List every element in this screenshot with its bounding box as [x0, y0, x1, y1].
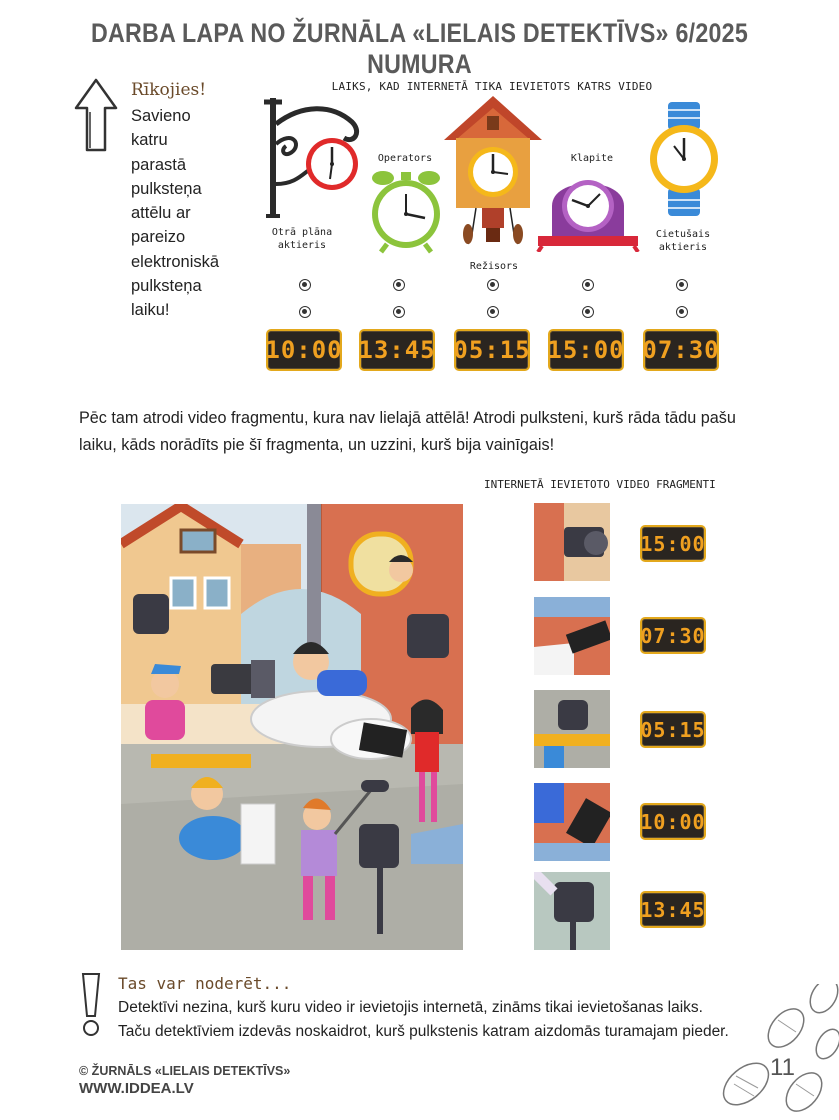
label-second-actor: Otrā plāna aktieris — [271, 227, 333, 251]
label-operator: Operators — [377, 153, 433, 164]
radio-digital-1[interactable] — [299, 306, 311, 318]
cuckoo-clock-icon — [442, 94, 544, 254]
arrow-up-icon — [74, 78, 118, 152]
radio-digital-4[interactable] — [582, 306, 594, 318]
label-director: Režisors — [469, 261, 519, 272]
radio-digital-5[interactable] — [676, 306, 688, 318]
radio-clock-1[interactable] — [299, 279, 311, 291]
tip-text: Detektīvi nezina, kurš kuru video ir ievietojis internetā, zināms tikai ievietošanas laiks. Taču detektīviem izdevās noskaidrot, kurš pulkstenis katram aizdomās turamajam pieder. — [118, 999, 729, 1040]
mantel-clock-icon — [534, 166, 642, 252]
fragment-thumbnail-5[interactable] — [534, 872, 610, 950]
wall-lamp-clock-icon — [262, 94, 370, 224]
radio-clock-4[interactable] — [582, 279, 594, 291]
radio-digital-2[interactable] — [393, 306, 405, 318]
action-line: attēlu ar — [131, 204, 191, 223]
action-line: elektroniskā — [131, 252, 220, 271]
page-title: DARBA LAPA NO ŽURNĀLA «LIELAIS DETEKTĪVS» 6/2025 NUMURA — [90, 18, 749, 79]
digital-clock: 10:00 — [266, 329, 342, 371]
instructions-paragraph: Pēc tam atrodi video fragmentu, kura nav lielajā attēlā! Atrodi pulksteni, kurš rāda tādu pašu laiku, kāds norādīts pie šī fragmenta, un uzzini, kurš bija vainīgais! — [79, 409, 736, 454]
fragment-time: 05:15 — [640, 711, 706, 748]
wristwatch-icon — [648, 100, 720, 218]
action-line: pulksteņa — [131, 277, 202, 296]
label-stuntman: Cietušais aktieris — [655, 229, 711, 253]
action-line: Savieno — [131, 107, 191, 125]
action-line: pulksteņa — [131, 179, 202, 198]
radio-clock-2[interactable] — [393, 279, 405, 291]
copyright: © ŽURNĀLS «LIELAIS DETEKTĪVS» — [79, 1064, 291, 1078]
action-line: parastā — [131, 155, 187, 174]
fragments-heading: INTERNETĀ IEVIETOTO VIDEO FRAGMENTI — [484, 478, 716, 491]
radio-clock-5[interactable] — [676, 279, 688, 291]
digital-clock: 13:45 — [359, 329, 435, 371]
fragment-thumbnail-4[interactable] — [534, 783, 610, 861]
film-set-illustration — [121, 504, 463, 950]
digital-clock: 05:15 — [454, 329, 530, 371]
action-line: laiku! — [131, 301, 170, 320]
fragment-time: 10:00 — [640, 803, 706, 840]
action-instructions — [131, 104, 251, 323]
fragment-thumbnail-2[interactable] — [534, 597, 610, 675]
fragment-time: 13:45 — [640, 891, 706, 928]
label-clapper: Klapite — [570, 153, 614, 164]
fragment-time: 07:30 — [640, 617, 706, 654]
radio-clock-3[interactable] — [487, 279, 499, 291]
digital-clock: 15:00 — [548, 329, 624, 371]
digital-clock: 07:30 — [643, 329, 719, 371]
action-heading: Rīkojies! — [131, 80, 207, 100]
fragment-time: 15:00 — [640, 525, 706, 562]
action-line: katru — [131, 131, 168, 150]
action-line: pareizo — [131, 228, 186, 247]
fragment-thumbnail-1[interactable] — [534, 503, 610, 581]
website-link[interactable]: WWW.IDDEA.LV — [79, 1080, 194, 1097]
page-number: 11 — [770, 1054, 795, 1081]
alarm-clock-icon — [369, 168, 443, 254]
footer — [79, 1063, 290, 1097]
fragment-thumbnail-3[interactable] — [534, 690, 610, 768]
radio-digital-3[interactable] — [487, 306, 499, 318]
tip-heading: Tas var noderēt... — [118, 974, 292, 993]
clocks-heading: LAIKS, KAD INTERNETĀ TIKA IEVIETOTS KATRS VIDEO — [331, 80, 653, 93]
footprints-icon — [706, 984, 839, 1120]
exclamation-icon — [80, 972, 102, 1038]
